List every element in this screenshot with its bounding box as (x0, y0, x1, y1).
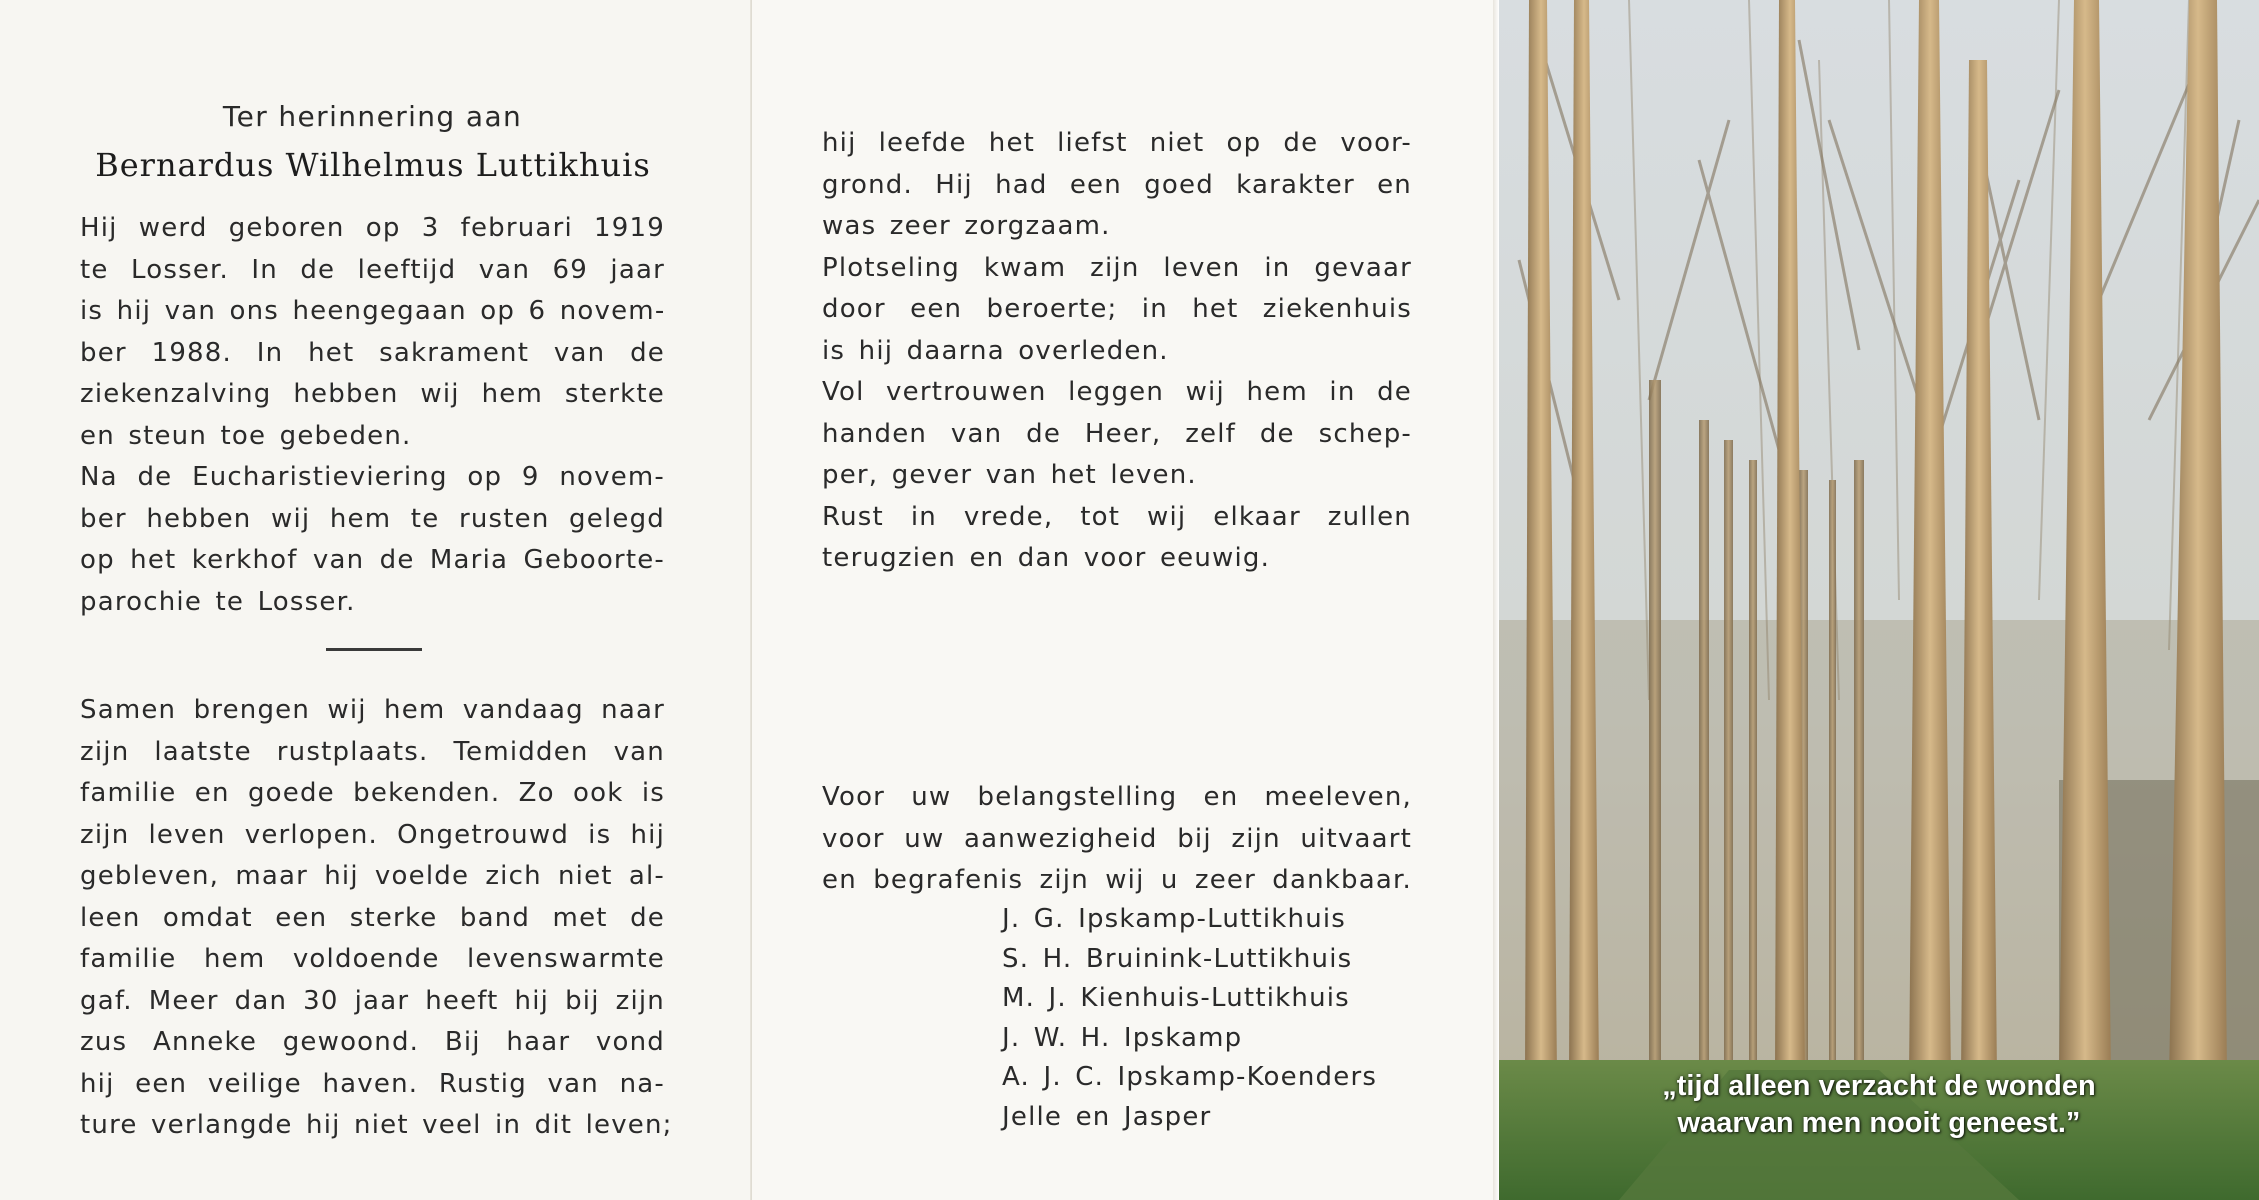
text-line: Plotseling kwam zijn leven in gevaar (822, 252, 1412, 283)
text-line: zijn laatste rustplaats. Temidden van (80, 736, 665, 767)
signer-name: J. W. H. Ipskamp (1002, 1022, 1243, 1053)
text-line: zijn leven verlopen. Ongetrouwd is hij (80, 819, 665, 850)
text-line: Vol vertrouwen leggen wij hem in de (822, 377, 1412, 407)
paragraph-funeral (80, 457, 665, 623)
photo-quote (1499, 1068, 2259, 1142)
intro-line: Ter herinnering aan (222, 100, 523, 133)
text-line: handen van de Heer, zelf de schep- (822, 418, 1412, 449)
text-line: is hij daarna overleden. (822, 335, 1169, 366)
signer-name: S. H. Bruinink-Luttikhuis (1002, 943, 1353, 974)
quote-line: waarvan men nooit geneest.” (1677, 1107, 2081, 1139)
text-line: ziekenzalving hebben wij hem sterkte (80, 379, 665, 409)
text-line: terugzien en dan voor eeuwig. (822, 543, 1271, 573)
biography-text (80, 208, 665, 623)
text-line: en begrafenis zijn wij u zeer dankbaar. (822, 865, 1412, 895)
text-line: leen omdat een sterke band met de (80, 902, 665, 933)
text-line: ber hebben wij hem te rusten gelegd (80, 503, 665, 534)
text-line: Samen brengen wij hem vandaag naar (80, 695, 665, 725)
text-line: op het kerkhof van de Maria Geboorte- (80, 545, 665, 575)
text-line: ture verlangde hij niet veel in dit leven; (80, 1110, 673, 1140)
text-line: door een beroerte; in het ziekenhuis (822, 294, 1412, 324)
paragraph-rest (822, 497, 1412, 580)
text-line: was zeer zorgzaam. (822, 211, 1111, 241)
text-line: zus Anneke gewoond. Bij haar vond (80, 1027, 665, 1057)
text-line: Voor uw belangstelling en meeleven, (822, 782, 1412, 812)
text-line: te Losser. In de leeftijd van 69 jaar (80, 254, 665, 285)
paragraph-life (80, 690, 673, 1147)
text-line: familie hem voldoende levenswarmte (80, 944, 665, 974)
paragraph-illness (822, 248, 1412, 373)
text-line: grond. Hij had een goed karakter en (822, 169, 1412, 200)
card-left-page (0, 0, 752, 1200)
text-line: voor uw aanwezigheid bij zijn uitvaart (822, 823, 1412, 854)
text-line: per, gever van het leven. (822, 460, 1197, 490)
family-signatures (1002, 900, 1377, 1137)
paragraph-character (822, 123, 1412, 248)
life-text (80, 690, 673, 1147)
signer-name: Jelle en Jasper (1002, 1101, 1212, 1132)
quote-line: „tijd alleen verzacht de wonden (1662, 1070, 2096, 1102)
paragraph-birth (80, 208, 665, 457)
tree-lane-photo (1499, 0, 2259, 1200)
text-line: Na de Eucharistieviering op 9 novem- (80, 462, 665, 492)
text-line: hij een veilige haven. Rustig van na- (80, 1068, 665, 1099)
signer-name: A. J. C. Ipskamp-Koenders (1002, 1062, 1378, 1092)
deceased-name: Bernardus Wilhelmus Luttikhuis (95, 146, 651, 184)
thanks-text (822, 777, 1412, 902)
text-line: parochie te Losser. (80, 586, 356, 617)
signer-name: J. G. Ipskamp-Luttikhuis (1002, 904, 1347, 934)
text-line: ber 1988. In het sakrament van de (80, 337, 665, 368)
paragraph-thanks (822, 777, 1412, 902)
text-line: hij leefde het liefst niet op de voor- (822, 128, 1412, 158)
text-line: en steun toe gebeden. (80, 420, 412, 451)
text-line: is hij van ons heengegaan op 6 novem- (80, 296, 666, 326)
tree-lane-illustration (1499, 0, 2259, 1200)
text-line: Rust in vrede, tot wij elkaar zullen (822, 501, 1412, 532)
text-line: familie en goede bekenden. Zo ook is (80, 778, 665, 808)
text-line: gebleven, maar hij voelde zich niet al- (80, 861, 665, 891)
text-line: gaf. Meer dan 30 jaar heeft hij bij zijn (80, 985, 665, 1016)
character-text (822, 123, 1412, 580)
text-line: Hij werd geboren op 3 februari 1919 (80, 213, 665, 243)
section-divider (326, 648, 422, 651)
paragraph-faith (822, 372, 1412, 497)
signer-name: M. J. Kienhuis-Luttikhuis (1002, 983, 1350, 1013)
